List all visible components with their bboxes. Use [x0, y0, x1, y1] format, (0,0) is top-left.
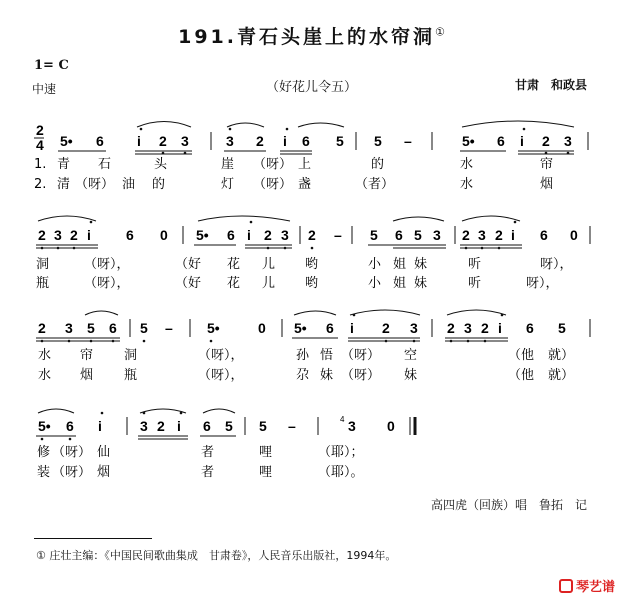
note: 6 — [203, 418, 211, 434]
note: 5• — [294, 320, 307, 336]
note: 3 — [348, 418, 356, 434]
note: 3 — [181, 133, 189, 149]
note: 2 — [542, 133, 550, 149]
note: 2 — [70, 227, 78, 243]
note: i — [177, 418, 181, 434]
note: 5 — [140, 320, 148, 336]
note: 2 — [382, 320, 390, 336]
note: i — [87, 227, 91, 243]
note: 2 — [38, 227, 46, 243]
lyric: 尕 — [296, 368, 310, 383]
note: – — [404, 133, 412, 149]
note: 5• — [38, 418, 51, 434]
note: 6 — [497, 133, 505, 149]
note: 3 — [65, 320, 73, 336]
page-title: 191.青石头崖上的水帘洞① — [178, 25, 445, 48]
note: 3 — [433, 227, 441, 243]
note: 2 — [462, 227, 470, 243]
lyric: 青 — [57, 157, 71, 172]
lyric: 妹 — [404, 368, 418, 383]
lyric: 儿 — [262, 276, 276, 291]
lyric: 哟 — [305, 257, 319, 272]
lyric: 水 — [38, 368, 52, 383]
lyric: 小 — [368, 257, 382, 272]
lyric: 盏 — [298, 177, 312, 192]
note: 0 — [258, 320, 266, 336]
lyric: （呀）， — [84, 276, 130, 291]
credit-line: 高四虎（回族）唱 鲁拓 记 — [430, 498, 587, 512]
note: 5 — [259, 418, 267, 434]
note: 5 — [87, 320, 95, 336]
watermark-logo — [559, 576, 615, 595]
lyric: （好 — [175, 257, 202, 272]
note: 0 — [387, 418, 395, 434]
note: i — [520, 133, 524, 149]
note: 0 — [160, 227, 168, 243]
note: 2 — [264, 227, 272, 243]
lyric: （呀） — [341, 368, 381, 383]
lyric: （呀）， — [198, 348, 244, 363]
lyric: （呀） — [52, 465, 92, 480]
note: 5 — [370, 227, 378, 243]
note: 2 — [308, 227, 316, 243]
watermark-text: 琴艺谱 — [575, 580, 615, 595]
lyric: （呀） — [75, 177, 115, 192]
note: 3 — [410, 320, 418, 336]
lyric: 的 — [371, 157, 385, 172]
lyric: （耶）； — [318, 445, 364, 460]
note: – — [288, 418, 296, 434]
lyric: 哩 — [259, 445, 273, 460]
lyric: 姐 — [393, 276, 407, 291]
note: i — [137, 133, 141, 149]
note: 6 — [302, 133, 310, 149]
note: 6 — [227, 227, 235, 243]
note: i — [498, 320, 502, 336]
note: 3 — [478, 227, 486, 243]
lyric: 烟 — [80, 368, 94, 383]
note: 6 — [66, 418, 74, 434]
lyric: 清 — [57, 177, 71, 192]
lyric: 帘 — [80, 348, 94, 363]
lyric: （呀） — [253, 177, 293, 192]
origin-label: 甘肃 和政县 — [514, 78, 587, 92]
lyric: 烟 — [540, 177, 554, 192]
lyric: 头 — [154, 157, 168, 172]
lyric: 呀）， — [540, 257, 573, 272]
system-3 — [36, 310, 590, 383]
note: 6 — [326, 320, 334, 336]
system-2 — [36, 216, 590, 291]
lyric: 仙 — [97, 445, 111, 460]
footnote-rule — [34, 538, 152, 539]
lyric: （呀） — [341, 348, 381, 363]
note: 5 — [558, 320, 566, 336]
lyric: 崖 — [221, 157, 235, 172]
lyric: 洞 — [36, 257, 50, 272]
lyric: （呀） — [52, 445, 92, 460]
lyric: 花 — [227, 276, 241, 291]
note: 5• — [462, 133, 475, 149]
note: 3 — [226, 133, 234, 149]
lyric: （呀）， — [198, 368, 244, 383]
note: 6 — [96, 133, 104, 149]
lyric: 妹 — [320, 368, 334, 383]
lyric: （耶）。 — [318, 465, 364, 480]
lyric: 烟 — [97, 465, 111, 480]
lyric: 听 — [468, 257, 482, 272]
lyric: 的 — [152, 177, 166, 192]
subtitle: （好花儿令五） — [265, 80, 357, 95]
lyric: 瓶 — [124, 368, 138, 383]
note: 3 — [564, 133, 572, 149]
lyric: （他 — [508, 368, 535, 383]
note: i — [350, 320, 354, 336]
lyric: 帘 — [540, 157, 554, 172]
note: 2 — [447, 320, 455, 336]
note: 6 — [109, 320, 117, 336]
lyric: 儿 — [262, 257, 276, 272]
footnote: ① 庄壮主编：《中国民间歌曲集成 甘肃卷》，人民音乐出版社，1994年。 — [36, 549, 397, 562]
note: – — [165, 320, 173, 336]
lyric: 妹 — [414, 257, 428, 272]
time-signature-bottom: 4 — [36, 137, 44, 153]
lyric: 孙 — [296, 348, 310, 363]
note: 0 — [570, 227, 578, 243]
note: 2 — [38, 320, 46, 336]
lyric: 修 — [37, 445, 51, 460]
lyric: 灯 — [221, 177, 235, 192]
note: i — [511, 227, 515, 243]
note: i — [247, 227, 251, 243]
lyric: 瓶 — [36, 276, 50, 291]
svg-text:4: 4 — [340, 415, 345, 424]
lyric: 悟 — [320, 348, 334, 363]
lyric: 听 — [468, 276, 482, 291]
tempo-marking: 中速 — [32, 82, 57, 96]
system-4 — [36, 409, 415, 480]
note: 5 — [225, 418, 233, 434]
note: 3 — [140, 418, 148, 434]
lyric: 妹 — [414, 276, 428, 291]
lyric: 呀）， — [526, 276, 559, 291]
lyric: 石 — [98, 157, 112, 172]
lyric: 2. — [34, 177, 47, 192]
logo-icon — [559, 579, 573, 593]
lyric: 水 — [460, 157, 474, 172]
lyric: （好 — [175, 276, 202, 291]
note: 6 — [526, 320, 534, 336]
note: 3 — [54, 227, 62, 243]
lyric: 油 — [122, 177, 136, 192]
note: 5• — [207, 320, 220, 336]
lyric: 者 — [201, 445, 215, 460]
note: 5 — [336, 133, 344, 149]
note: 3 — [464, 320, 472, 336]
note: 5 — [374, 133, 382, 149]
note: 2 — [481, 320, 489, 336]
lyric: 水 — [38, 348, 52, 363]
lyric: 小 — [368, 276, 382, 291]
lyric: 装 — [37, 465, 51, 480]
lyric: 者 — [201, 465, 215, 480]
key-signature: 1= C — [34, 58, 69, 73]
lyric: 洞 — [124, 348, 138, 363]
lyric: 花 — [227, 257, 241, 272]
note: 5• — [196, 227, 209, 243]
note: 2 — [157, 418, 165, 434]
system-1 — [34, 121, 588, 192]
lyric: 上 — [298, 157, 312, 172]
lyric: 空 — [404, 348, 418, 363]
note: 6 — [540, 227, 548, 243]
note: 6 — [395, 227, 403, 243]
lyric: 1. — [34, 157, 47, 172]
lyric: （呀） — [253, 157, 293, 172]
note: 5 — [414, 227, 422, 243]
time-signature-top: 2 — [36, 122, 44, 138]
note: 2 — [495, 227, 503, 243]
lyric: 水 — [460, 177, 474, 192]
lyric: 姐 — [393, 257, 407, 272]
note: 3 — [281, 227, 289, 243]
note: 5• — [60, 133, 73, 149]
lyric: （呀）， — [84, 257, 130, 272]
note: i — [283, 133, 287, 149]
lyric: 哩 — [259, 465, 273, 480]
lyric: （者） — [355, 177, 395, 192]
note: 6 — [126, 227, 134, 243]
note: i — [98, 418, 102, 434]
lyric: 就） — [548, 348, 575, 363]
note: – — [334, 227, 342, 243]
lyric: （他 — [508, 348, 535, 363]
note: 2 — [256, 133, 264, 149]
lyric: 就） — [548, 368, 575, 383]
lyric: 哟 — [305, 276, 319, 291]
note: 2 — [159, 133, 167, 149]
